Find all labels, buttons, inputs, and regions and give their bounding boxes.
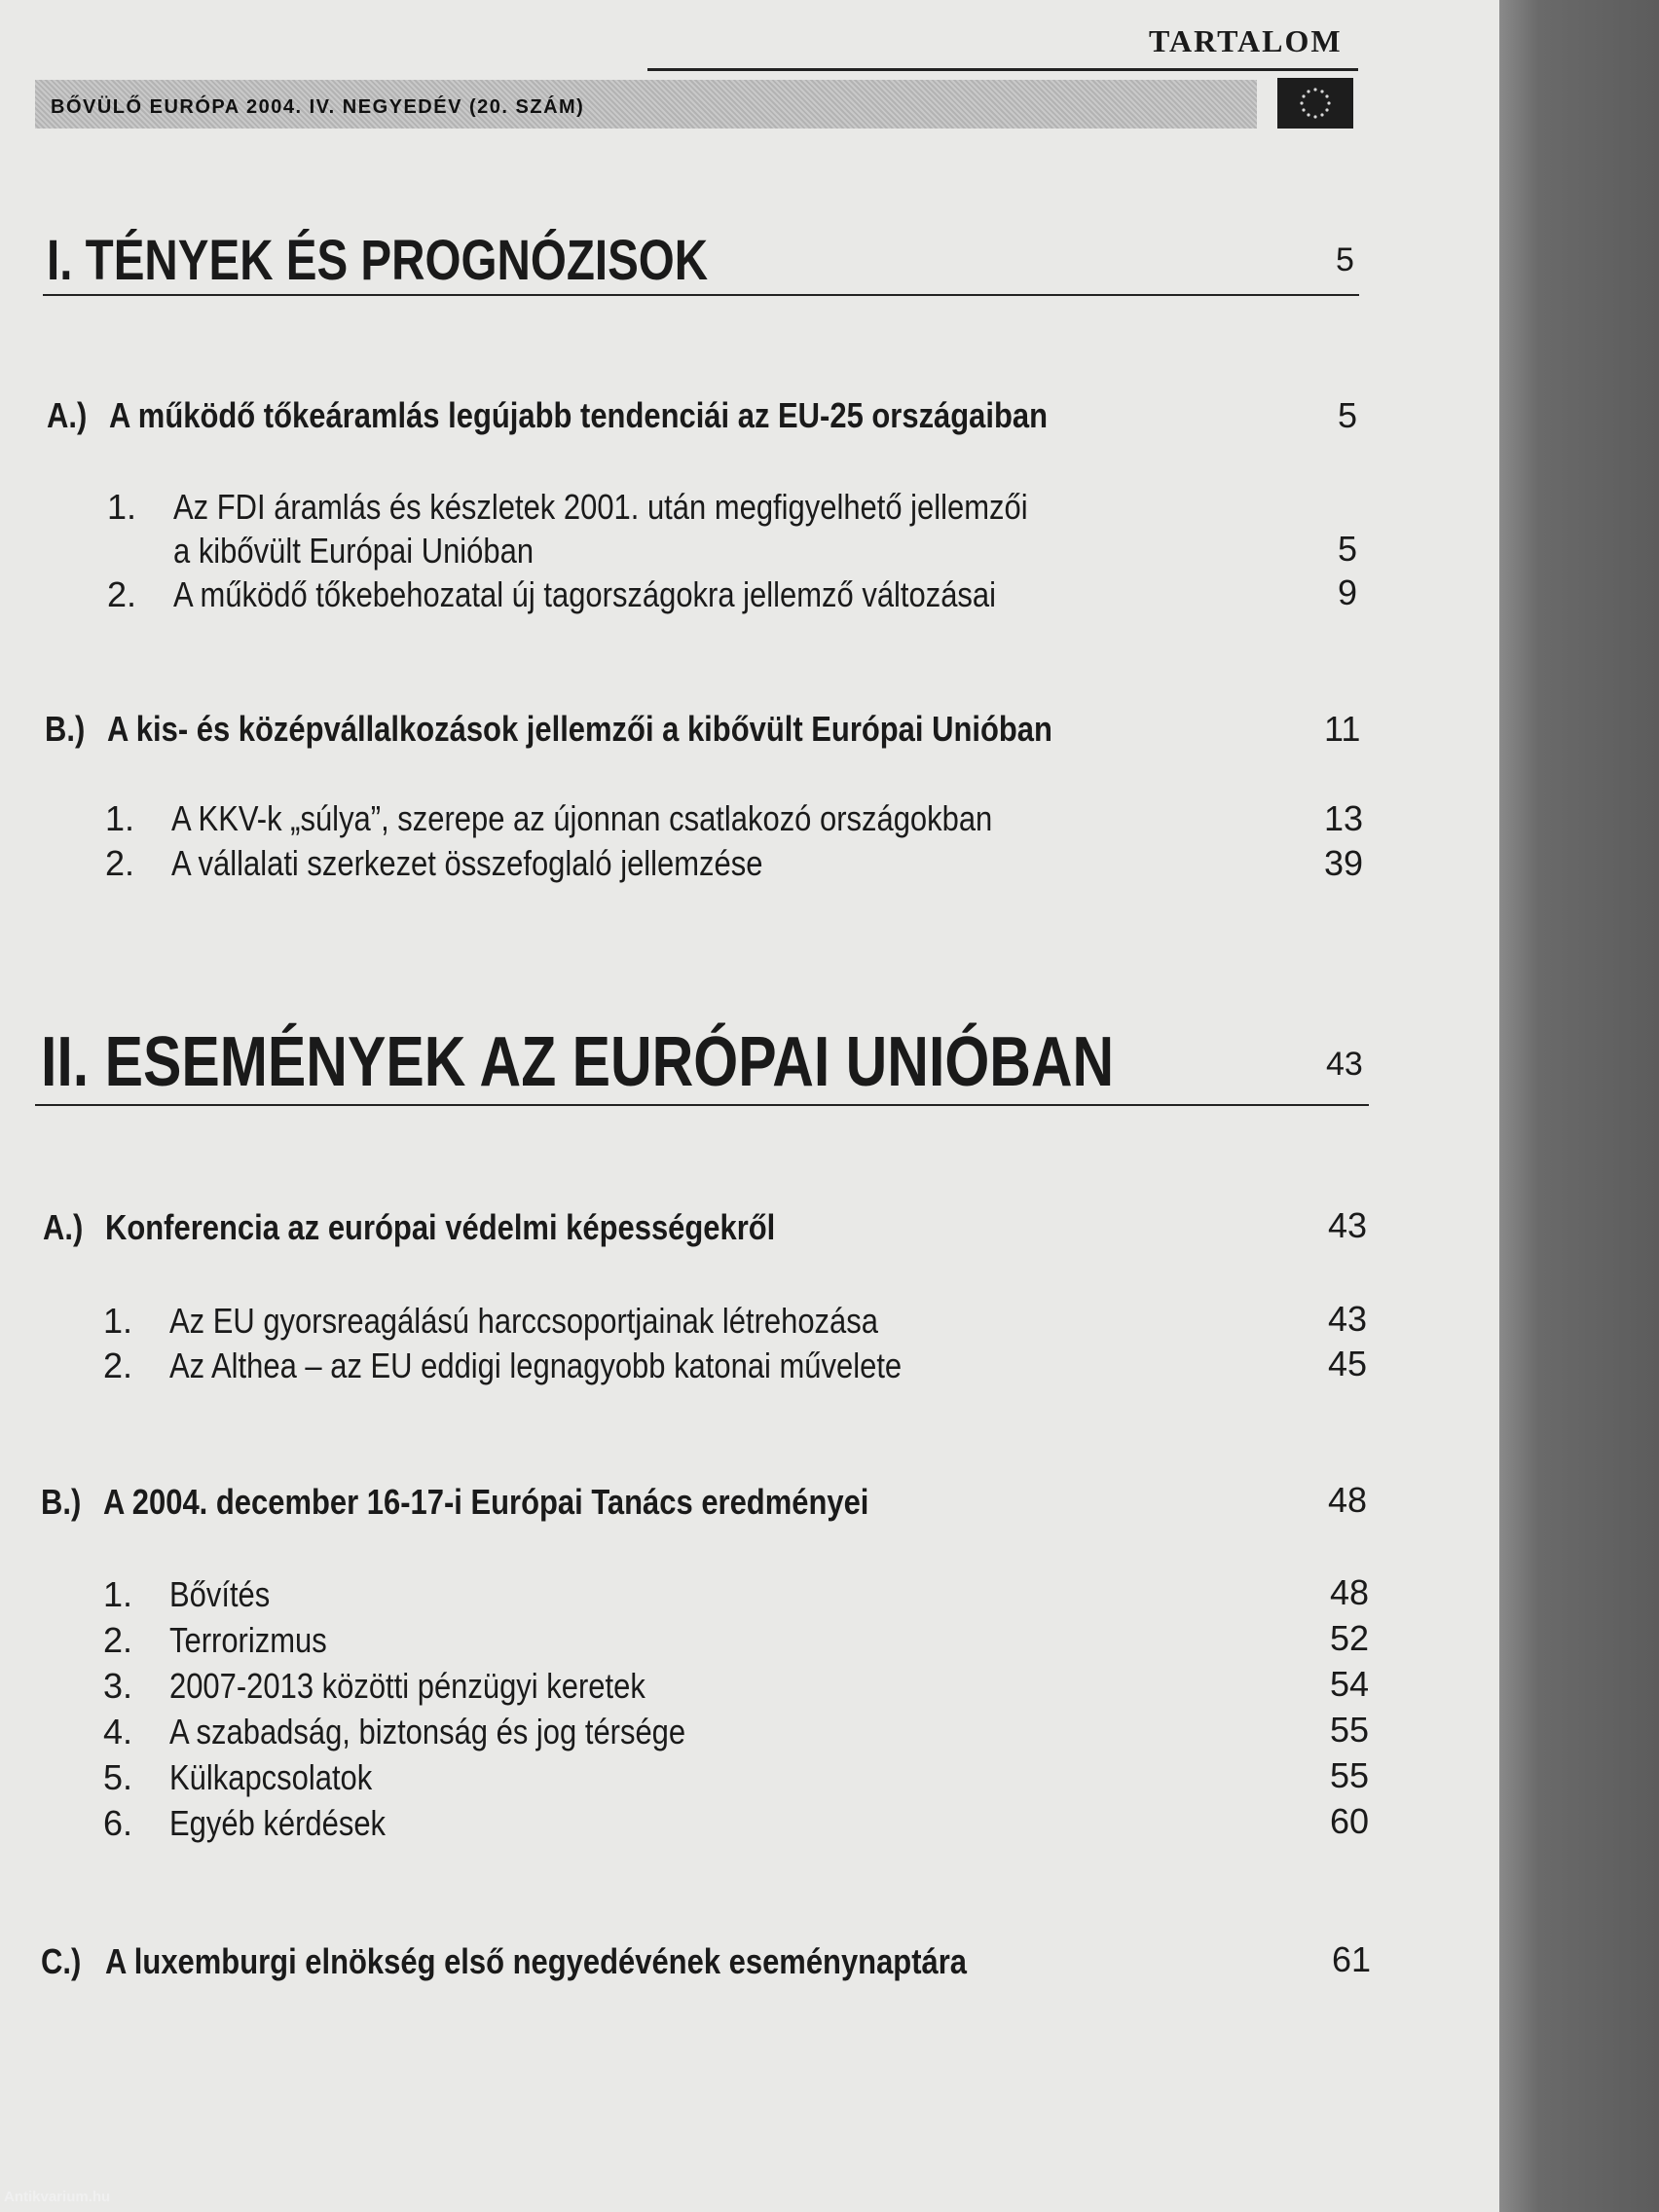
item-number: 1. [107,487,137,527]
section-page-number: 43 [1328,1205,1368,1245]
item-number: 5. [103,1757,133,1797]
item-page-number: 39 [1324,843,1364,883]
part-page-number: 5 [1336,241,1354,278]
item-number: 2. [103,1620,133,1660]
book-binding [1499,0,1659,2212]
section-label-b: B.) [41,1482,82,1522]
section-title: A kis- és középvállalkozások jellemzői a kibővült Európai Unióban [107,709,1052,749]
item-page-number: 45 [1328,1344,1368,1383]
item-text: Az FDI áramlás és készletek 2001. után megfigyelhető jellemzői [173,487,1028,527]
item-page-number: 52 [1330,1618,1370,1658]
section-title: Konferencia az európai védelmi képességekről [105,1207,776,1247]
section-label-b: B.) [45,709,86,749]
item-text: 2007-2013 közötti pénzügyi keretek [169,1666,645,1706]
part-rule [43,294,1359,296]
eu-flag-icon [1277,78,1353,129]
part-rule [35,1104,1369,1106]
item-text: Bővítés [169,1574,271,1614]
item-text: Külkapcsolatok [169,1757,373,1797]
section-page-number: 11 [1324,709,1361,749]
item-page-number: 5 [1338,529,1358,569]
part-page-number: 43 [1326,1046,1363,1083]
eu-flag-graphic [1277,78,1353,129]
item-text: A KKV-k „súlya”, szerepe az újonnan csatlakozó országokban [171,798,993,838]
item-text: A szabadság, biztonság és jog térsége [169,1712,686,1751]
item-page-number: 60 [1330,1801,1370,1841]
section-title: A működő tőkeáramlás legújabb tendenciái az EU-25 országaiban [109,395,1049,435]
item-number: 1. [103,1301,133,1341]
item-text: Az EU gyorsreagálású harccsoportjainak létrehozása [169,1301,878,1341]
item-page-number: 54 [1330,1664,1370,1704]
item-text: Terrorizmus [169,1620,327,1660]
item-text: A működő tőkebehozatal új tagországokra jellemző változásai [173,574,997,614]
section-page-number: 61 [1332,1939,1372,1979]
section-label: TARTALOM [1149,23,1343,58]
part-title: I. TÉNYEK ÉS PROGNÓZISOK [47,229,709,292]
item-number: 4. [103,1712,133,1751]
section-label-a: A.) [47,395,88,435]
item-text-continued: a kibővült Európai Unióban [173,531,535,571]
item-number: 2. [105,843,135,883]
item-page-number: 9 [1338,572,1358,612]
section-page-number: 48 [1328,1480,1368,1520]
item-page-number: 55 [1330,1710,1370,1750]
item-text: A vállalati szerkezet összefoglaló jellemzése [171,843,763,883]
item-number: 1. [103,1574,133,1614]
section-label-a: A.) [43,1207,84,1247]
item-page-number: 43 [1328,1299,1368,1339]
item-number: 2. [107,574,137,614]
section-title: A luxemburgi elnökség első negyedévének eseménynaptára [105,1941,968,1981]
part-title: II. ESEMÉNYEK AZ EURÓPAI UNIÓBAN [41,1023,1115,1101]
item-number: 1. [105,798,135,838]
item-text: Egyéb kérdések [169,1803,387,1843]
watermark: Antikvarium.hu [4,2189,111,2205]
section-page-number: 5 [1338,395,1358,435]
section-label-c: C.) [41,1941,82,1981]
section-title: A 2004. december 16-17-i Európai Tanács eredményei [103,1482,869,1522]
item-page-number: 13 [1324,798,1364,838]
header-rule [647,68,1358,71]
item-number: 6. [103,1803,133,1843]
banner-text: BŐVÜLŐ EURÓPA 2004. IV. NEGYEDÉV (20. SZÁM) [51,96,585,118]
item-text: Az Althea – az EU eddigi legnagyobb katonai művelete [169,1346,903,1385]
item-page-number: 55 [1330,1755,1370,1795]
item-page-number: 48 [1330,1572,1370,1612]
item-number: 2. [103,1346,133,1385]
item-number: 3. [103,1666,133,1706]
